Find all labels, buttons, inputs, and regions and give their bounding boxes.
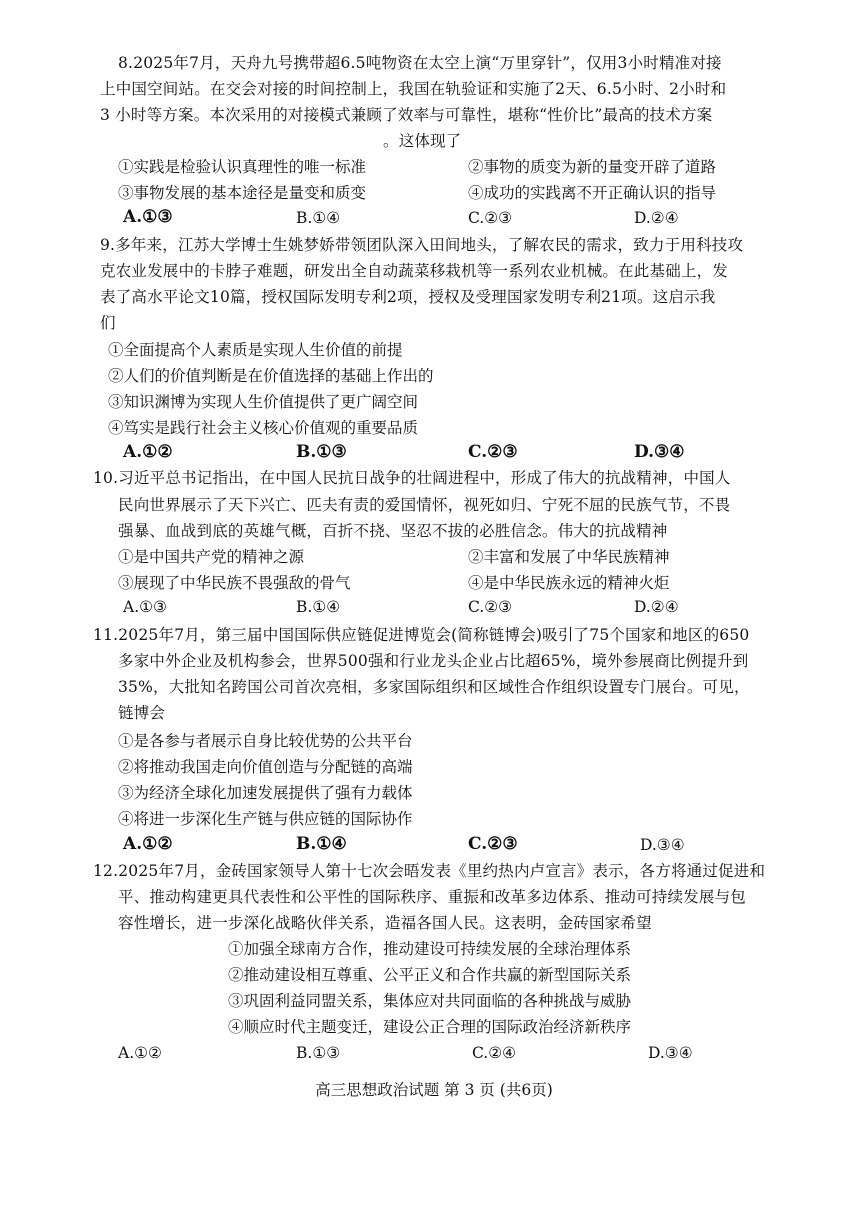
q9-choice-a: A.①② (123, 442, 173, 462)
q8-choice-c: C.②③ (468, 209, 513, 227)
q11-stem-line-2: 多家中外企业及机构参会，世界500强和行业龙头企业占比超65%，境外参展商比例提升到 (118, 652, 749, 670)
q11-choice-a: A.①② (123, 834, 173, 854)
q10-stem-line-2: 民向世界展示了天下兴亡、匹夫有责的爱国情怀，视死如归、宁死不屈的民族气节，不畏 (118, 496, 731, 514)
q8-choice-b: B.①④ (296, 209, 341, 227)
q11-statement-3: ③为经济全球化加速发展提供了强有力载体 (118, 784, 413, 802)
q11-stem-line-1: 11.2025年7月，第三届中国国际供应链促进博览会(简称链博会)吸引了75个国家和地区的650 (93, 626, 750, 644)
q8-choice-a: A.①③ (123, 207, 173, 227)
q10-choice-d: D.②④ (634, 598, 679, 616)
q12-statement-4: ④顺应时代主题变迁，建设公正合理的国际政治经济新秩序 (228, 1018, 632, 1036)
q12-choice-b: B.①③ (296, 1044, 341, 1062)
q10-statement-1: ①是中国共产党的精神之源 (118, 548, 305, 566)
q9-statement-3: ③知识渊博为实现人生价值提供了更广阔空间 (108, 393, 419, 411)
q12-choice-d: D.③④ (648, 1044, 693, 1062)
q9-choice-d: D.③④ (634, 442, 685, 462)
q10-stem-line-1: 10.习近平总书记指出，在中国人民抗日战争的壮阔进程中，形成了伟大的抗战精神，中国人 (93, 469, 731, 487)
q9-stem-line-2: 克农业发展中的卡脖子难题，研发出全自动蔬菜移栽机等一系列农业机械。在此基础上，发 (100, 262, 729, 280)
q10-statement-3: ③展现了中华民族不畏强敌的骨气 (118, 574, 351, 592)
q11-choice-c: C.②③ (468, 834, 518, 854)
q12-stem-line-2: 平、推动构建更具代表性和公平性的国际秩序、重振和改革多边体系、推动可持续发展与包 (118, 888, 747, 906)
q9-stem-line-3: 表了高水平论文10篇，授权国际发明专利2项，授权及受理国家发明专利21项。这启示我 (100, 288, 716, 306)
q8-choice-d: D.②④ (634, 209, 679, 227)
q11-statement-2: ②将推动我国走向价值创造与分配链的高端 (118, 758, 413, 776)
q9-statement-1: ①全面提高个人素质是实现人生价值的前提 (108, 341, 403, 359)
q10-choice-a: A.①③ (123, 598, 167, 616)
q11-statement-4: ④将进一步深化生产链与供应链的国际协作 (118, 810, 413, 828)
q11-choice-d: D.③④ (640, 836, 685, 854)
q9-statement-4: ④笃实是践行社会主义核心价值观的重要品质 (108, 419, 419, 437)
q10-stem-line-3: 强暴、血战到底的英雄气概，百折不挠、坚忍不拔的必胜信念。伟大的抗战精神 (118, 522, 668, 540)
q10-choice-b: B.①④ (296, 598, 341, 616)
q12-stem-line-1: 12.2025年7月，金砖国家领导人第十七次会晤发表《里约热内卢宣言》表示，各方将通过促进和 (93, 862, 766, 880)
q9-choice-c: C.②③ (468, 442, 518, 462)
q12-stem-line-3: 容性增长，进一步深化战略伙伴关系，造福各国人民。这表明，金砖国家希望 (118, 914, 652, 932)
q12-statement-2: ②推动建设相互尊重、公平正义和合作共赢的新型国际关系 (228, 966, 632, 984)
q9-statement-2: ②人们的价值判断是在价值选择的基础上作出的 (108, 367, 434, 385)
q11-stem-line-4: 链博会 (118, 704, 166, 722)
q9-choice-b: B.①③ (296, 442, 347, 462)
q8-statement-1: ①实践是检验认识真理性的唯一标准 (118, 158, 367, 176)
q11-statement-1: ①是各参与者展示自身比较优势的公共平台 (118, 732, 413, 750)
q8-stem-line-2: 上中国空间站。在交会对接的时间控制上，我国在轨验证和实施了2天、6.5小时、2小时和 (100, 80, 727, 98)
q9-stem-line-1: 9.多年来，江苏大学博士生姚梦娇带领团队深入田间地头，了解农民的需求，致力于用科技攻 (100, 236, 744, 254)
q12-choice-a: A.①② (118, 1044, 162, 1062)
q10-statement-4: ④是中华民族永远的精神火炬 (468, 574, 670, 592)
q12-statement-3: ③巩固利益同盟关系，集体应对共同面临的各种挑战与威胁 (228, 992, 632, 1010)
q8-statement-2: ②事物的质变为新的量变开辟了道路 (468, 158, 717, 176)
q8-statement-4: ④成功的实践离不开正确认识的指导 (468, 184, 717, 202)
q12-statement-1: ①加强全球南方合作，推动建设可持续发展的全球治理体系 (228, 940, 632, 958)
q8-stem-line-3: 3 小时等方案。本次采用的对接模式兼顾了效率与可靠性，堪称“性价比”最高的技术方案 (100, 106, 713, 124)
q10-choice-c: C.②③ (468, 598, 513, 616)
q12-choice-c: C.②④ (472, 1044, 517, 1062)
page-footer: 高三思想政治试题 第 3 页 (共6页) (315, 1081, 553, 1099)
q8-stem-line-1: 8.2025年7月，天舟九号携带超6.5吨物资在太空上演“万里穿针”，仅用3小时精准对接 (118, 54, 722, 72)
q8-stem-line-4: 。这体现了 (383, 132, 462, 150)
q11-choice-b: B.①④ (296, 834, 347, 854)
q11-stem-line-3: 35%，大批知名跨国公司首次亮相，多家国际组织和区域性合作组织设置专门展台。可见， (118, 678, 750, 696)
q8-statement-3: ③事物发展的基本途径是量变和质变 (118, 184, 367, 202)
q10-statement-2: ②丰富和发展了中华民族精神 (468, 548, 670, 566)
q9-stem-line-4: 们 (100, 314, 116, 332)
